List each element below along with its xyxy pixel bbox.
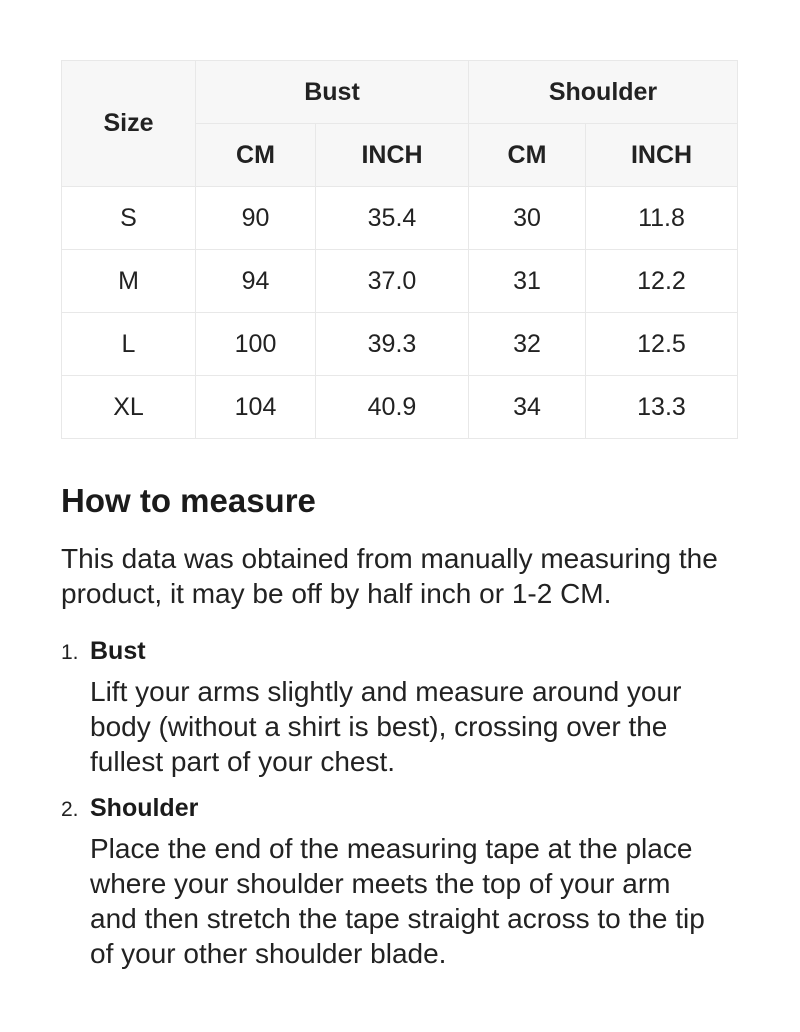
size-chart-table (61, 60, 738, 439)
how-to-measure-section (61, 481, 739, 971)
shoulder-cm-cell: 32 (469, 313, 586, 376)
size-cell: L (62, 313, 196, 376)
step-description-shoulder (90, 831, 739, 971)
bust-cm-cell: 104 (196, 376, 316, 439)
step-content (90, 635, 739, 779)
description-line: and then stretch the tape straight across to the tip (90, 903, 705, 934)
step-title-shoulder: Shoulder (90, 794, 199, 822)
table-row-m (62, 250, 738, 313)
bust-cm-cell: 100 (196, 313, 316, 376)
table-header-row-groups (62, 61, 738, 124)
bust-inch-cell: 35.4 (316, 187, 469, 250)
description-line: Place the end of the measuring tape at the place (90, 833, 693, 864)
description-line: where your shoulder meets the top of your arm (90, 868, 671, 899)
measure-step-bust (61, 635, 739, 779)
step-number: 1. (61, 641, 79, 664)
bust-inch-cell: 39.3 (316, 313, 469, 376)
shoulder-cm-cell: 31 (469, 250, 586, 313)
size-cell: XL (62, 376, 196, 439)
shoulder-inch-cell: 13.3 (586, 376, 738, 439)
bust-cm-cell: 90 (196, 187, 316, 250)
table-row-l (62, 313, 738, 376)
size-cell: S (62, 187, 196, 250)
description-line: fullest part of your chest. (90, 746, 396, 777)
step-title-bust: Bust (90, 637, 146, 665)
size-cell: M (62, 250, 196, 313)
header-bust-inch: INCH (316, 124, 469, 187)
table-row-xl (62, 376, 738, 439)
bust-inch-cell: 37.0 (316, 250, 469, 313)
step-description-bust (90, 674, 739, 779)
measure-steps (61, 635, 739, 971)
table-row-s (62, 187, 738, 250)
description-line: body (without a shirt is best), crossing over the (90, 711, 668, 742)
shoulder-inch-cell: 12.2 (586, 250, 738, 313)
description-line: of your other shoulder blade. (90, 938, 447, 969)
measure-step-shoulder (61, 792, 739, 971)
intro-line: product, it may be off by half inch or 1-2 CM. (61, 578, 612, 609)
shoulder-cm-cell: 30 (469, 187, 586, 250)
header-shoulder-group: Shoulder (469, 61, 738, 124)
intro-line: This data was obtained from manually measuring the (61, 543, 718, 574)
shoulder-inch-cell: 11.8 (586, 187, 738, 250)
header-shoulder-cm: CM (469, 124, 586, 187)
measure-intro (61, 541, 739, 611)
step-content (90, 792, 739, 971)
header-shoulder-inch: INCH (586, 124, 738, 187)
step-number: 2. (61, 798, 79, 821)
shoulder-cm-cell: 34 (469, 376, 586, 439)
description-line: Lift your arms slightly and measure around your (90, 676, 682, 707)
how-to-measure-title: How to measure (61, 482, 316, 519)
header-bust-cm: CM (196, 124, 316, 187)
header-bust-group: Bust (196, 61, 469, 124)
bust-inch-cell: 40.9 (316, 376, 469, 439)
shoulder-inch-cell: 12.5 (586, 313, 738, 376)
bust-cm-cell: 94 (196, 250, 316, 313)
header-size: Size (62, 61, 196, 187)
